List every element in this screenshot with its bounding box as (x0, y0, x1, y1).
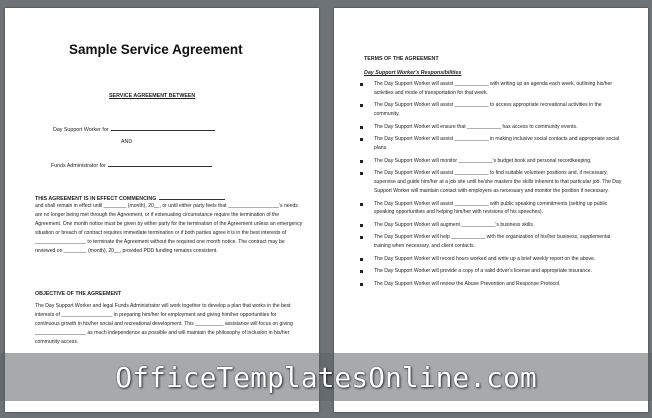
list-item: The Day Support Worker will provide a copy of a valid driver's license and appropriate insurance. (358, 267, 626, 276)
list-item: The Day Support Worker will record hours worked and write up a brief weekly report on the above. (358, 255, 626, 264)
list-item: The Day Support Worker will help ____________ with the organization of his/her business, supplemental training when necessary, and client contacts. (358, 233, 626, 251)
document-page-left (5, 8, 319, 412)
and-label: AND (121, 139, 133, 145)
document-title: Sample Service Agreement (69, 42, 243, 57)
funds-admin-row (51, 161, 212, 169)
support-worker-row (53, 125, 215, 133)
list-item: The Day Support Worker will assist ____________ to access appropriate recreational activities in the community. (358, 101, 626, 119)
terms-heading: TERMS OF THE AGREEMENT (364, 56, 439, 62)
objective-paragraph: The Day Support Worker and legal Funds Administrator will work together to develop a plan that works in the best interests of __________________ in preparing him/her for employment and giving him/her opportunities for continuous growth in his/her social and recreational development. This __________ assistance will focus on giving __________________ as much independence as possible and will maintain the philosophy of inclusion in his/her community access. (35, 303, 293, 345)
effect-heading-row (35, 194, 225, 202)
responsibilities-list (358, 80, 626, 292)
funds-admin-label: Funds Administrator for (51, 163, 106, 169)
watermark-text: OfficeTemplatesOnline.com (115, 360, 537, 394)
list-item: The Day Support Worker will assist ____________ with writing up an agenda each week, outlining his/her activities and mode of transportation for that week. (358, 80, 626, 98)
objective-heading: OBJECTIVE OF THE AGREEMENT (35, 291, 122, 297)
list-item: The Day Support Worker will assist ____________ with public speaking commitments (setting up public speaking opportunities and helping him/her with revisions of his speeches). (358, 200, 626, 218)
document-page-right (334, 8, 648, 412)
support-worker-label: Day Support Worker for (53, 127, 109, 133)
list-item: The Day Support Worker will review the Abuse Prevention and Response Protocol. (358, 280, 626, 289)
list-item: The Day Support Worker will assist ____________ to find suitable volunteer positions and, if necessary, supervise and guide him/her at a job site until he/she masters the skills inherent to that particular job. The Day Support Worker will maintain contact with employers as necessary and monitor the position if necessary. (358, 169, 626, 196)
effect-heading: THIS AGREEMENT IS IN EFFECT COMMENCING (35, 196, 157, 202)
list-item: The Day Support Worker will augment ____________'s business skills. (358, 221, 626, 230)
service-agreement-heading: SERVICE AGREEMENT BETWEEN (109, 93, 196, 99)
effect-date-blank (159, 194, 225, 200)
responsibilities-heading: Day Support Worker's Responsibilities (364, 70, 462, 76)
effect-paragraph: and shall remain in effect until ________ (month), 20__, or until either party feels that __________________'s needs are no longer being met through the Agreement, or if extenuating circumstance require the termination of the Agreement. One month notice must be given by either party for the termination of the Agreement unless an emergency situation or breach of contract requires immediate termination or if both parties agree it is in the best interests of __________________ to terminate the Agreement without the required one month notice. The contract may be reviewed on ________ (month), 20__, provided PDD funding remains consistent. (35, 203, 303, 254)
list-item: The Day Support Worker will assist ____________ in making inclusive social contacts and appropriate social plans. (358, 135, 626, 153)
list-item: The Day Support Worker will ensure that ____________ has access to community events. (358, 123, 626, 132)
support-worker-blank (111, 125, 215, 131)
list-item: The Day Support Worker will monitor ____________'s budget book and personal recordkeeping. (358, 157, 626, 166)
watermark-banner (0, 353, 652, 401)
funds-admin-blank (108, 161, 212, 167)
